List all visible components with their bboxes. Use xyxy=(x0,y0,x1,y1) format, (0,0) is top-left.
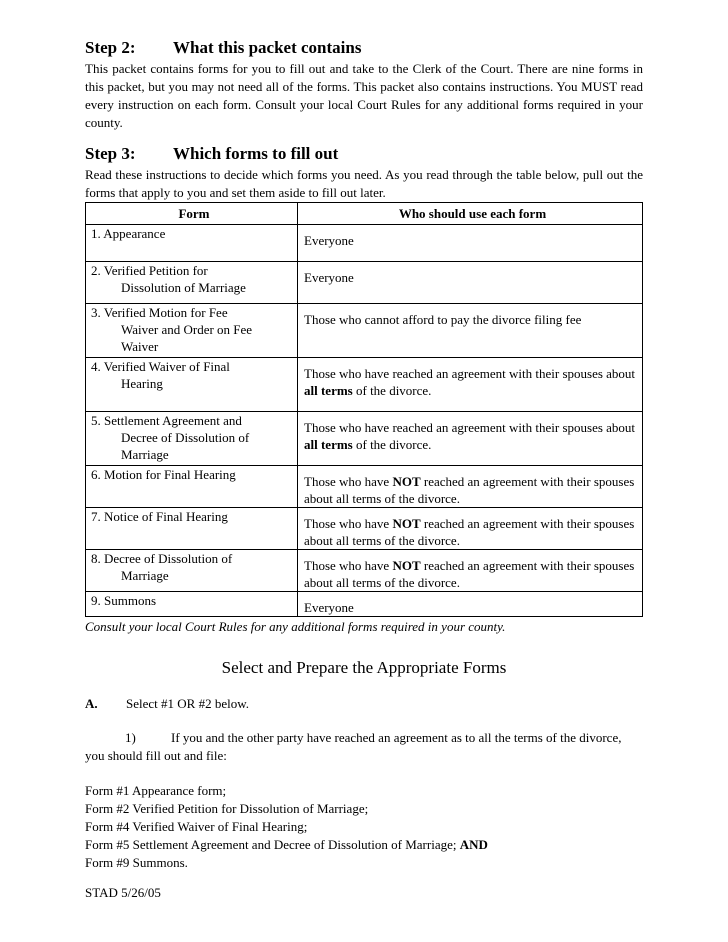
footer-code: STAD 5/26/05 xyxy=(85,885,161,900)
who-text-tail: of the divorce. xyxy=(352,383,432,398)
who-text: Those who have xyxy=(304,558,393,573)
who-should-use-cell xyxy=(298,550,643,592)
form-list-text: Form #9 Summons. xyxy=(85,855,188,870)
form-name-line: Marriage xyxy=(121,568,169,583)
form-name-cell xyxy=(86,466,298,508)
table-header-row xyxy=(86,203,643,225)
who-should-use-cell xyxy=(298,304,643,358)
form-name-cell xyxy=(86,262,298,304)
court-rules-note: Consult your local Court Rules for any additional forms required in your county. xyxy=(85,619,506,634)
who-text: Everyone xyxy=(304,233,354,248)
who-should-use-cell xyxy=(298,592,643,617)
form-name-line: 7. Notice of Final Hearing xyxy=(91,509,228,524)
who-text-tail: reached an agreement with their spouses about all terms of the divorce. xyxy=(304,558,635,590)
item-1-text: If you and the other party have reached an agreement as to all the terms of the divorce, you should fill out and file: xyxy=(85,730,622,763)
table-row xyxy=(86,466,643,508)
form-name-line: 9. Summons xyxy=(91,593,157,608)
who-text: Those who have reached an agreement with their spouses about xyxy=(304,420,636,435)
form-name-line: Hearing xyxy=(121,376,163,391)
form-name-line: 2. Verified Petition for xyxy=(91,263,208,278)
form-list-item xyxy=(85,782,643,800)
table-header-form: Form xyxy=(86,203,298,225)
form-list-text: Form #5 Settlement Agreement and Decree of Dissolution of Marriage; xyxy=(85,837,460,852)
form-list-item xyxy=(85,800,643,818)
who-should-use-cell xyxy=(298,225,643,262)
who-text-tail: of the divorce. xyxy=(352,437,432,452)
table-row xyxy=(86,592,643,617)
section-title: Select and Prepare the Appropriate Forms xyxy=(221,658,507,677)
table-row xyxy=(86,412,643,466)
table-row xyxy=(86,304,643,358)
who-should-use-cell xyxy=(298,262,643,304)
form-name-line: Dissolution of Marriage xyxy=(121,280,246,295)
subsection-letter: A. xyxy=(85,696,98,711)
forms-table-body xyxy=(86,225,643,617)
form-list-text: Form #2 Verified Petition for Dissolution of Marriage; xyxy=(85,801,369,816)
form-name-line: Decree of Dissolution of xyxy=(121,430,250,445)
table-row xyxy=(86,358,643,412)
who-emphasis: all terms xyxy=(304,437,353,452)
step2-heading xyxy=(85,38,643,58)
who-text-tail: reached an agreement with their spouses about all terms of the divorce. xyxy=(304,474,635,506)
table-header-who: Who should use each form xyxy=(298,203,643,225)
who-should-use-cell xyxy=(298,358,643,412)
who-text: Those who have reached an agreement with their spouses about xyxy=(304,366,636,381)
who-text: Those who cannot afford to pay the divorce filing fee xyxy=(304,312,582,327)
who-text: Those who have xyxy=(304,516,393,531)
item-1-paragraph xyxy=(85,729,643,765)
form-name-line: 3. Verified Motion for Fee xyxy=(91,305,228,320)
form-list xyxy=(85,782,643,872)
step3-body: Read these instructions to decide which forms you need. As you read through the table below, pull out the forms that apply to you and set them aside to fill out later. xyxy=(85,167,643,200)
table-row xyxy=(86,262,643,304)
who-should-use-cell xyxy=(298,466,643,508)
form-name-line: 4. Verified Waiver of Final xyxy=(91,359,230,374)
who-emphasis: NOT xyxy=(392,474,421,489)
form-list-item xyxy=(85,854,643,872)
table-row xyxy=(86,225,643,262)
who-text-tail: reached an agreement with their spouses about all terms of the divorce. xyxy=(304,516,635,548)
form-name-line: Waiver and Order on Fee xyxy=(121,322,253,337)
form-name-line: 5. Settlement Agreement and xyxy=(91,413,242,428)
who-emphasis: NOT xyxy=(392,516,421,531)
form-name-line: 6. Motion for Final Hearing xyxy=(91,467,236,482)
form-list-emphasis: AND xyxy=(459,837,488,852)
form-name-cell xyxy=(86,592,298,617)
step3-heading xyxy=(85,144,643,164)
form-name-cell xyxy=(86,550,298,592)
step2-title: What this packet contains xyxy=(173,38,362,57)
step3-title: Which forms to fill out xyxy=(173,144,339,163)
item-1-number: 1) xyxy=(125,730,136,745)
form-name-line: Waiver xyxy=(121,339,159,354)
form-name-line: 8. Decree of Dissolution of xyxy=(91,551,233,566)
who-should-use-cell xyxy=(298,508,643,550)
table-row xyxy=(86,550,643,592)
document-page xyxy=(85,38,643,872)
who-emphasis: NOT xyxy=(392,558,421,573)
step2-body: This packet contains forms for you to fill out and take to the Clerk of the Court. There are nine forms in this packet, but you may not need all of the forms. This packet also contains instructions. You MUST read every instruction on each form. Consult your local Court Rules for any additional forms required in your county. xyxy=(85,61,643,130)
form-name-line: Marriage xyxy=(121,447,169,462)
form-list-item xyxy=(85,836,643,854)
form-name-cell xyxy=(86,225,298,262)
who-emphasis: all terms xyxy=(304,383,353,398)
form-name-cell xyxy=(86,412,298,466)
form-list-item xyxy=(85,818,643,836)
form-name-line: 1. Appearance xyxy=(91,226,166,241)
table-row xyxy=(86,508,643,550)
step3-label: Step 3: xyxy=(85,144,136,163)
forms-table xyxy=(85,202,643,617)
who-text: Those who have xyxy=(304,474,393,489)
who-text: Everyone xyxy=(304,270,354,285)
subsection-a xyxy=(85,695,643,713)
step2-label: Step 2: xyxy=(85,38,136,57)
who-should-use-cell xyxy=(298,412,643,466)
form-list-text: Form #1 Appearance form; xyxy=(85,783,227,798)
subsection-text: Select #1 OR #2 below. xyxy=(126,696,249,711)
form-name-cell xyxy=(86,508,298,550)
form-name-cell xyxy=(86,358,298,412)
form-list-text: Form #4 Verified Waiver of Final Hearing; xyxy=(85,819,308,834)
form-name-cell xyxy=(86,304,298,358)
who-text: Everyone xyxy=(304,600,354,615)
